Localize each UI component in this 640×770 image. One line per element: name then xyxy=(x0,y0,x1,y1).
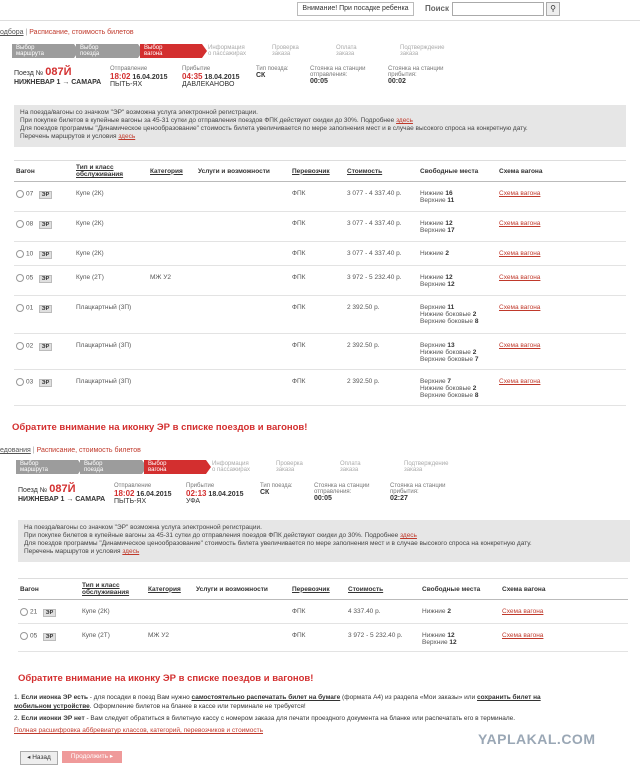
price: 3 972 - 5 232.40 р. xyxy=(346,624,420,652)
table-row[interactable]: 08 ЭР Купе (2К) ФПК 3 077 - 4 337.40 р. Нижние 12 Верхние 17 Схема вагона xyxy=(14,212,626,242)
seat-count: Нижние 12 xyxy=(422,632,455,639)
table-row[interactable]: 01 ЭР Плацкартный (3П) ФПК 2 392.50 р. Верхние 11 Нижние боковые 2 Верхние боковые 8 Схема вагона xyxy=(14,296,626,334)
car-scheme-link[interactable]: Схема вагона xyxy=(499,220,541,227)
er-badge: ЭР xyxy=(43,609,57,617)
step-3: Выбор вагона xyxy=(140,44,202,58)
note-1: 1. Если иконка ЭР есть - для посадки в поезд Вам нужно самостоятельно распечатать билет на бумаге (формата А4) из раздела «Мои заказы» или сохранить билет на мобильном устройстве. Оформление билетов на бланке в кассе или терминале не требуется! xyxy=(14,694,541,710)
step-5: Проверка заказа xyxy=(272,45,299,57)
seat-count: Верхние 17 xyxy=(420,227,455,234)
step-2[interactable]: Выбор поезда xyxy=(76,44,138,58)
panel-first-search xyxy=(0,22,640,440)
back-button[interactable]: ◂ Назад xyxy=(20,751,58,765)
er-badge: ЭР xyxy=(39,191,53,199)
car-scheme-link[interactable]: Схема вагона xyxy=(499,190,541,197)
car-scheme-link[interactable]: Схема вагона xyxy=(499,378,541,385)
car-radio[interactable] xyxy=(16,378,24,386)
car-scheme-link[interactable]: Схема вагона xyxy=(502,608,544,615)
breadcrumb: одбора | Расписание, стоимость билетов xyxy=(0,29,134,36)
notice-link[interactable]: Внимание! При посадке ребенка xyxy=(297,2,414,16)
seat-count: Нижние 12 xyxy=(420,274,453,281)
car-scheme-link[interactable]: Схема вагона xyxy=(499,342,541,349)
routes-link[interactable]: здесь xyxy=(118,133,136,140)
step-7: Подтверждение заказа xyxy=(400,45,445,57)
seat-count: Верхние 11 xyxy=(420,197,455,204)
seat-count: Верхние боковые 8 xyxy=(420,392,479,399)
table-row[interactable]: 03 ЭР Плацкартный (3П) ФПК 2 392.50 р. Верхние 7 Нижние боковые 2 Верхние боковые 8 Схема вагона xyxy=(14,370,626,406)
search-icon[interactable]: ⚲ xyxy=(546,2,560,16)
abbreviations-link[interactable]: Полная расшифровка аббревиатур классов, категорий, перевозчиков и стоимость xyxy=(14,727,264,734)
departure-block: Отправление 18:02 16.04.2015 ПЫТЬ-ЯХ xyxy=(110,66,168,88)
arrival-block: Прибытие 02:13 18.04.2015 УФА xyxy=(186,483,244,505)
price: 2 392.50 р. xyxy=(345,370,418,406)
car-radio[interactable] xyxy=(16,342,24,350)
price: 3 077 - 4 337.40 р. xyxy=(345,182,418,212)
price: 3 077 - 4 337.40 р. xyxy=(345,212,418,242)
step-2[interactable]: Выбор поезда xyxy=(80,460,142,474)
price: 2 392.50 р. xyxy=(345,296,418,334)
breadcrumb-link-schedule[interactable]: Расписание, стоимость билетов xyxy=(29,29,134,36)
table-row[interactable]: 10 ЭР Купе (2К) ФПК 3 077 - 4 337.40 р. Нижние 2 Схема вагона xyxy=(14,242,626,266)
car-scheme-link[interactable]: Схема вагона xyxy=(499,304,541,311)
panel-second-search xyxy=(0,445,640,770)
train-type-block: Тип поезда: СК xyxy=(256,66,289,79)
watermark: YAPLAKAL.COM xyxy=(478,731,596,747)
train-number: 087Й xyxy=(45,66,72,78)
price: 2 392.50 р. xyxy=(345,334,418,370)
cars-table xyxy=(18,578,628,652)
seat-count: Нижние боковые 2 xyxy=(420,385,477,392)
train-type-block: Тип поезда: СК xyxy=(260,483,293,496)
table-header: Вагон Тип и класс обслуживания Категория Услуги и возможности Перевозчик Стоимость Свободные места Схема вагона xyxy=(18,579,628,600)
step-1[interactable]: Выбор маршрута xyxy=(12,44,74,58)
arrival-block: Прибытие 04:35 18.04.2015 ДАВЛЕКАНОВО xyxy=(182,66,240,88)
table-row[interactable]: 02 ЭР Плацкартный (3П) ФПК 2 392.50 р. Верхние 13 Нижние боковые 2 Верхние боковые 7 Схема вагона xyxy=(14,334,626,370)
note-2: 2. Если иконки ЭР нет - Вам следует обратиться в билетную кассу с номером заказа для печати проездного документа на бланке или распечатать его в терминале. xyxy=(14,715,516,722)
top-bar xyxy=(0,0,640,21)
price: 3 077 - 4 337.40 р. xyxy=(345,242,418,266)
seat-count: Верхние 12 xyxy=(420,281,455,288)
er-notes xyxy=(14,693,554,735)
routes-link[interactable]: здесь xyxy=(122,548,140,555)
car-scheme-link[interactable]: Схема вагона xyxy=(499,250,541,257)
step-7: Подтверждение заказа xyxy=(404,461,449,473)
seat-count: Нижние 2 xyxy=(420,250,449,257)
er-badge: ЭР xyxy=(43,633,57,641)
table-header: Вагон Тип и класс обслуживания Категория Услуги и возможности Перевозчик Стоимость Свободные места Схема вагона xyxy=(14,161,626,182)
car-radio[interactable] xyxy=(16,220,24,228)
er-badge: ЭР xyxy=(39,379,53,387)
info-box: На поезда/вагоны со значком "ЭР" возможна услуга электронной регистрации. При покупке билетов в купейные вагоны за 45-31 сутки до отправления поездов ФПК действуют скидки до 30%. Подробнее здесь Для поездов программы "Динамическое ценообразование" стоимость билета увеличивается по мере заполнения мест и в случае высокого спроса на конкретную дату. Перечень маршрутов и условия здесь xyxy=(18,520,630,562)
breadcrumb-link-schedule[interactable]: Расписание, стоимость билетов xyxy=(36,447,141,454)
step-4: Информация о пассажирах xyxy=(208,45,246,57)
er-badge: ЭР xyxy=(39,275,53,283)
seat-count: Нижние 16 xyxy=(420,190,453,197)
step-1[interactable]: Выбор маршрута xyxy=(16,460,78,474)
er-badge: ЭР xyxy=(39,251,53,259)
seat-count: Нижние боковые 2 xyxy=(420,311,477,318)
seat-count: Верхние 12 xyxy=(422,639,457,646)
table-row[interactable]: 21 ЭР Купе (2К) ФПК 4 337.40 р. Нижние 2 Схема вагона xyxy=(18,600,628,624)
seat-count: Нижние 12 xyxy=(420,220,453,227)
table-row[interactable]: 07 ЭР Купе (2К) ФПК 3 077 - 4 337.40 р. Нижние 16 Верхние 11 Схема вагона xyxy=(14,182,626,212)
car-radio[interactable] xyxy=(16,274,24,282)
er-badge: ЭР xyxy=(39,343,53,351)
table-row[interactable]: 05 ЭР Купе (2Т) МЖ У2 ФПК 3 972 - 5 232.40 р. Нижние 12 Верхние 12 Схема вагона xyxy=(18,624,628,652)
er-badge: ЭР xyxy=(39,221,53,229)
car-radio[interactable] xyxy=(20,632,28,640)
stop-arr-block: Стоянка на станции прибытия: 00:02 xyxy=(388,66,444,85)
search-label: Поиск xyxy=(425,4,450,13)
seat-count: Нижние 2 xyxy=(422,608,451,615)
seat-count: Верхние боковые 8 xyxy=(420,318,479,325)
seat-count: Верхние 11 xyxy=(420,304,455,311)
step-3: Выбор вагона xyxy=(144,460,206,474)
breadcrumb-link-route[interactable]: одбора xyxy=(0,29,24,36)
breadcrumb-link-route[interactable]: едования xyxy=(0,447,31,454)
continue-button[interactable]: Продолжить ▸ xyxy=(62,751,122,763)
step-6: Оплата заказа xyxy=(336,45,357,57)
er-badge: ЭР xyxy=(39,305,53,313)
info-box: На поезда/вагоны со значком "ЭР" возможна услуга электронной регистрации. При покупке билетов в купейные вагоны за 45-31 сутки до отправления поездов ФПК действуют скидки до 30%. Подробнее здесь Для поездов программы "Динамическое ценообразование" стоимость билета увеличивается по мере заполнения мест и в случае высокого спроса на конкретную дату. Перечень маршрутов и условия здесь xyxy=(14,105,626,147)
stop-dep-block: Стоянка на станции отправления: 00:05 xyxy=(310,66,366,85)
headline-er: Обратите внимание на иконку ЭР в списке поездов и вагонов! xyxy=(12,422,308,433)
step-4: Информация о пассажирах xyxy=(212,461,250,473)
departure-block: Отправление 18:02 16.04.2015 ПЫТЬ-ЯХ xyxy=(114,483,172,505)
search-input[interactable] xyxy=(452,2,544,16)
step-5: Проверка заказа xyxy=(276,461,303,473)
car-radio[interactable] xyxy=(16,190,24,198)
car-scheme-link[interactable]: Схема вагона xyxy=(499,274,541,281)
table-row[interactable]: 05 ЭР Купе (2Т) МЖ У2 ФПК 3 972 - 5 232.40 р. Нижние 12 Верхние 12 Схема вагона xyxy=(14,266,626,296)
cars-table xyxy=(14,160,626,406)
train-block: Поезд № 087Й НИЖНЕВАР 1 → САМАРА xyxy=(18,483,106,503)
train-route: НИЖНЕВАР 1 → САМАРА xyxy=(14,79,102,86)
train-block: Поезд № 087Й НИЖНЕВАР 1 → САМАРА xyxy=(14,66,102,86)
stop-dep-block: Стоянка на станции отправления: 00:05 xyxy=(314,483,370,502)
train-route: НИЖНЕВАР 1 → САМАРА xyxy=(18,496,106,503)
train-number: 087Й xyxy=(49,483,76,495)
seat-count: Нижние боковые 2 xyxy=(420,349,477,356)
car-scheme-link[interactable]: Схема вагона xyxy=(502,632,544,639)
car-radio[interactable] xyxy=(20,608,28,616)
breadcrumb: едования | Расписание, стоимость билетов xyxy=(0,447,141,454)
price: 4 337.40 р. xyxy=(346,600,420,624)
step-6: Оплата заказа xyxy=(340,461,361,473)
discount-link[interactable]: здесь xyxy=(400,532,417,539)
seat-count: Верхние 7 xyxy=(420,378,452,385)
stop-arr-block: Стоянка на станции прибытия: 02:27 xyxy=(390,483,446,502)
headline-er: Обратите внимание на иконку ЭР в списке поездов и вагонов! xyxy=(18,673,314,684)
car-radio[interactable] xyxy=(16,304,24,312)
price: 3 972 - 5 232.40 р. xyxy=(345,266,418,296)
seat-count: Верхние 13 xyxy=(420,342,455,349)
discount-link[interactable]: здесь xyxy=(396,117,413,124)
seat-count: Верхние боковые 7 xyxy=(420,356,479,363)
car-radio[interactable] xyxy=(16,250,24,258)
